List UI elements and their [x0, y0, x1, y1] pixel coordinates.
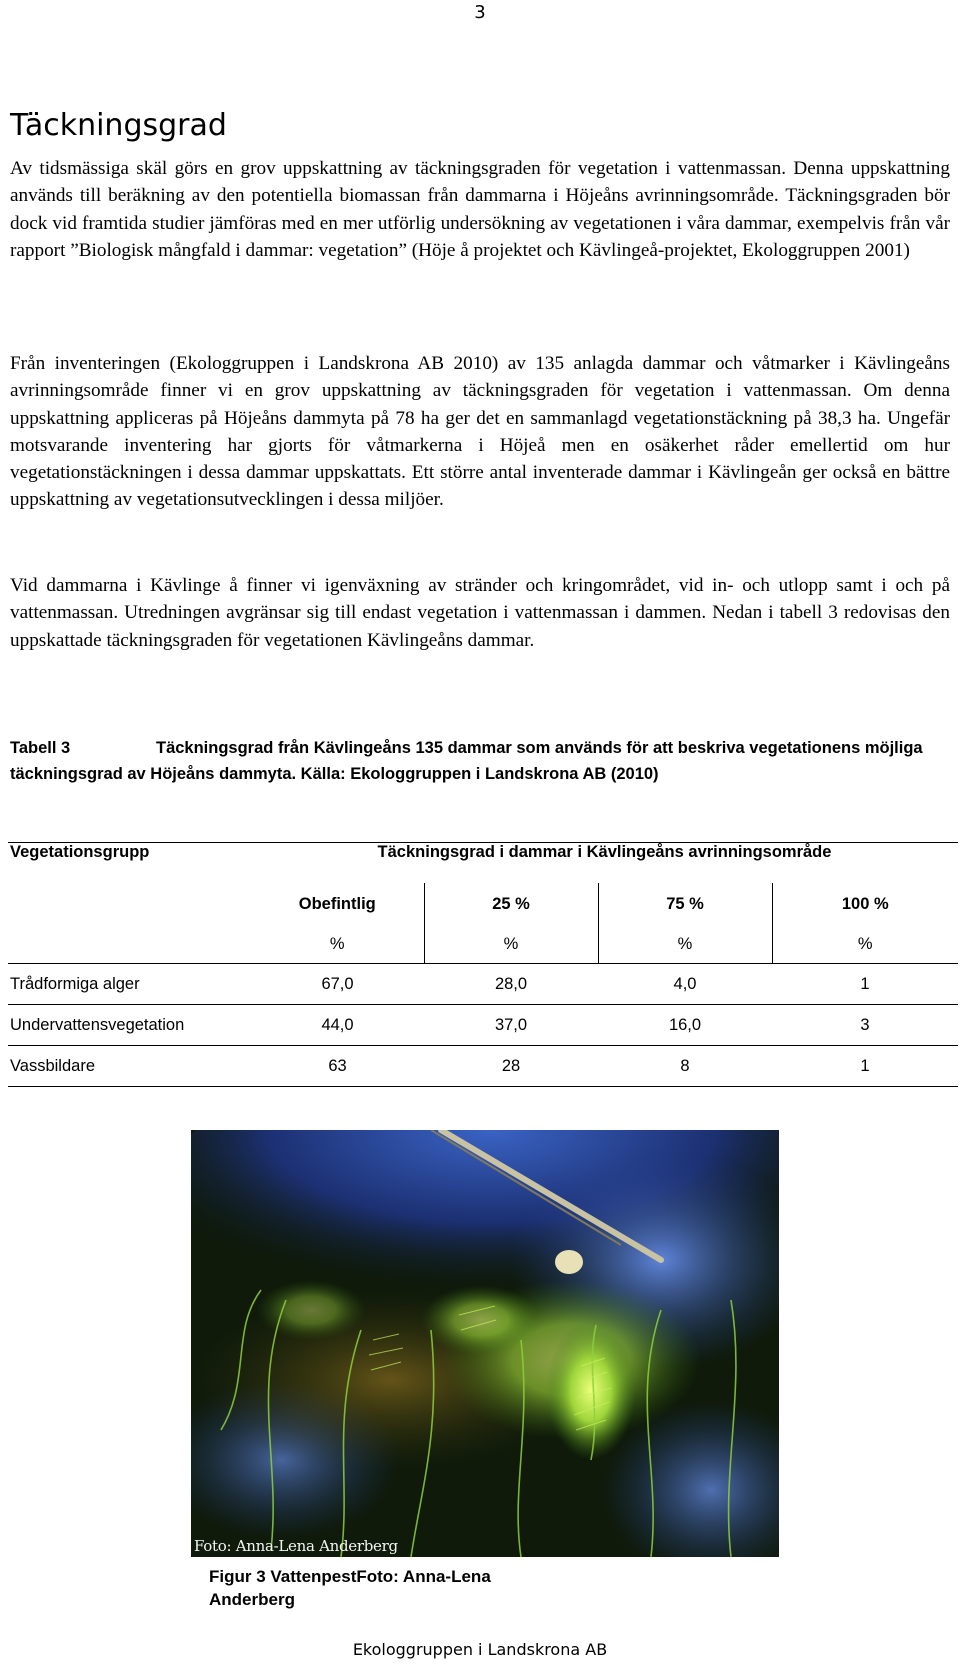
table-cell: 1	[772, 1046, 958, 1087]
section-heading: Täckningsgrad	[10, 108, 227, 143]
table-cell: 67,0	[251, 964, 424, 1005]
row-label: Undervattensvegetation	[8, 1005, 251, 1046]
table-header-row	[8, 843, 958, 884]
table-cell: 28,0	[424, 964, 598, 1005]
table-cell: 1	[772, 964, 958, 1005]
table-caption-label: Tabell 3	[10, 739, 71, 757]
table-caption-text: Täckningsgrad från Kävlingeåns 135 dammar som används för att beskriva vegetationens möjliga täckningsgrad av Höjeåns dammyta. Källa: Ekologgruppen i Landskrona AB (2010)	[10, 739, 923, 783]
table-cell: 3	[772, 1005, 958, 1046]
header-col-obefintlig: Obefintlig	[298, 894, 376, 913]
photo-credit: Foto: Anna-Lena Anderberg	[194, 1537, 398, 1555]
table-caption	[10, 735, 950, 787]
underwater-vegetation-photo	[191, 1130, 779, 1557]
coverage-table	[8, 842, 958, 1087]
header-col-25: 25 %	[424, 883, 598, 925]
paragraph-kavlinge: Vid dammarna i Kävlinge å finner vi igenväxning av stränder och kringområdet, vid in- och utlopp samt i och på vattenmassan. Utredningen avgränsar sig till endast vegetation i vattenmassan i dammen. Nedan i tabell 3 redovisas den uppskattade täckningsgraden för vegetationen Kävlingeåns dammar.	[10, 575, 950, 651]
table-row	[8, 964, 958, 1005]
header-col-75: 75 %	[598, 883, 772, 925]
unit-cell: %	[772, 925, 958, 964]
figure-caption: Figur 3 VattenpestFoto: Anna-Lena Anderberg	[209, 1567, 491, 1609]
table-row	[8, 1046, 958, 1087]
header-empty-cell	[8, 883, 251, 925]
table-cell: 63	[251, 1046, 424, 1087]
photo-graphic	[191, 1130, 779, 1557]
header-col-100: 100 %	[772, 883, 958, 925]
unit-cell: %	[598, 925, 772, 964]
unit-cell: %	[424, 925, 598, 964]
table-row	[8, 1005, 958, 1046]
paragraph-inventory: Från inventeringen (Ekologgruppen i Landskrona AB 2010) av 135 anlagda dammar och våtmarker i Kävlingeåns avrinningsområde finner vi en grov uppskattning av täckningsgraden för vegetation i vattenmassan. Om denna uppskattning appliceras på Höjeåns dammyta på 78 ha ger det en sammanlagd vegetationstäckning på 38,3 ha. Ungefär motsvarande inventering har gjorts för våtmarkerna i Höjeå men en osäkerhet råder emellertid om hur vegetationstäckningen i dessa dammar uppskattats. Ett större antal inventerade dammar i Kävlingeån ger också en bättre uppskattning av vegetationsutvecklingen i dessa miljöer.	[10, 353, 950, 511]
table-cell: 4,0	[598, 964, 772, 1005]
unit-empty-cell	[8, 925, 251, 964]
table-subheader-row	[8, 883, 958, 925]
row-label: Vassbildare	[8, 1046, 251, 1087]
table-cell: 28	[424, 1046, 598, 1087]
unit-cell: %	[251, 925, 424, 964]
row-label: Trådformiga alger	[8, 964, 251, 1005]
paragraph-intro: Av tidsmässiga skäl görs en grov uppskattning av täckningsgraden för vegetation i vattenmassan. Denna uppskattning används till beräkning av den potentiella biomassan från dammarna i Höjeåns avrinningsområde. Täckningsgraden bör dock vid framtida studier jämföras med en mer utförlig undersökning av vegetationen i våra dammar, exempelvis från vår rapport ”Biologisk mångfald i dammar: vegetation” (Höje å projektet och Kävlingeå-projektet, Ekologgruppen 2001)	[10, 158, 950, 261]
table-cell: 37,0	[424, 1005, 598, 1046]
header-vegetation-group: Vegetationsgrupp	[8, 843, 251, 884]
table-cell: 8	[598, 1046, 772, 1087]
table-unit-row	[8, 925, 958, 964]
page-number: 3	[474, 2, 486, 23]
header-coverage-span: Täckningsgrad i dammar i Kävlingeåns avrinningsområde	[251, 843, 958, 884]
table-cell: 16,0	[598, 1005, 772, 1046]
page-footer: Ekologgruppen i Landskrona AB	[352, 1640, 608, 1659]
table-cell: 44,0	[251, 1005, 424, 1046]
